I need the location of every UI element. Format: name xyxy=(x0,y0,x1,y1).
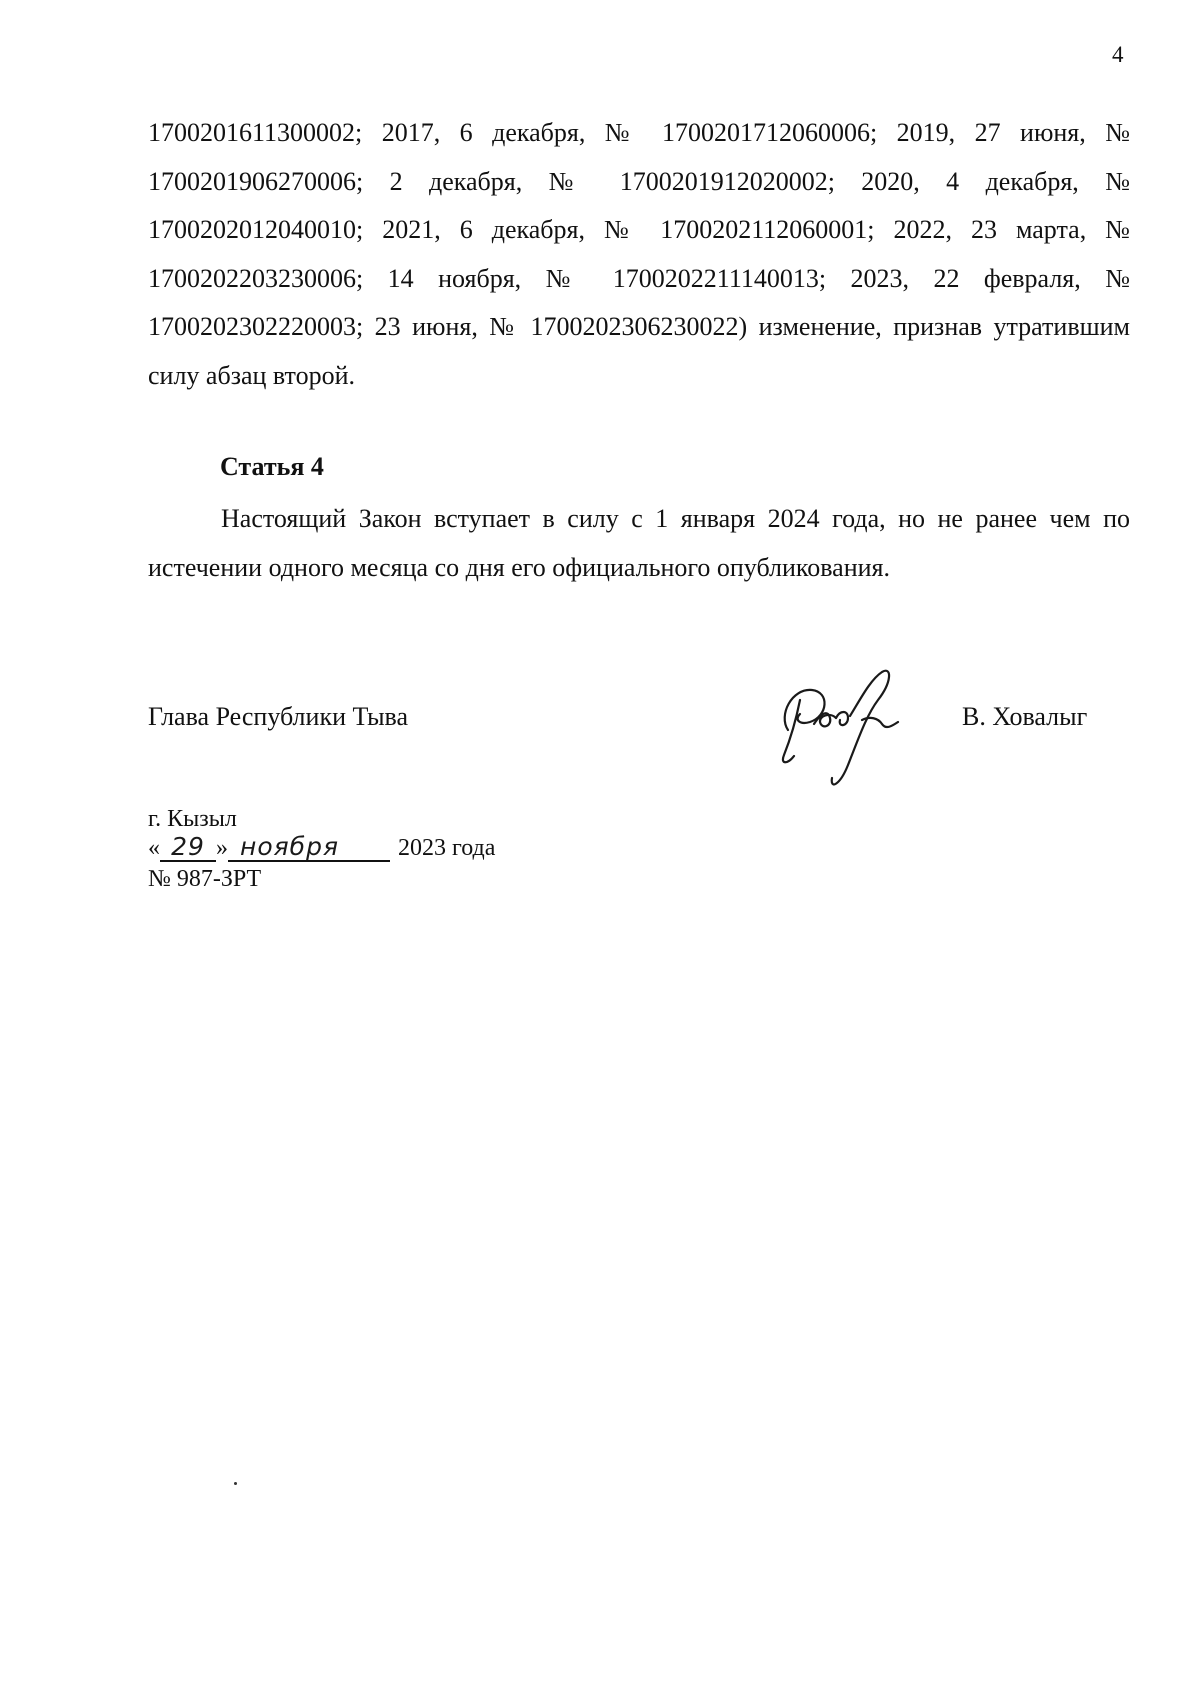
city: г. Кызыл xyxy=(148,806,237,832)
intro-paragraph: 1700201611300002; 2017, 6 декабря, № 1700201712060006; 2019, 27 июня, № 1700201906270006; 2 декабря, № 1700201912020002; 2020, 4 декабря, № 1700202012040010; 2021, 6 декабря, № 1700202112060001; 2022, 23 марта, № 1700202203230006; 14 ноября, № 1700202211140013; 2023, 22 февраля, № 1700202302220003; 23 июня, № 1700202306230022) изменение, признав утратившим силу абзац второй. xyxy=(148,118,1130,390)
scan-speck xyxy=(234,1482,237,1485)
quote-open: « xyxy=(148,835,160,861)
article-title: Статья 4 xyxy=(220,452,324,481)
signing-date xyxy=(148,834,495,862)
law-number: № 987-ЗРТ xyxy=(148,866,262,892)
quote-close: » xyxy=(216,835,228,861)
signatory-name: В. Ховалыг xyxy=(962,702,1088,731)
date-month-handwritten: ноября xyxy=(228,834,390,862)
article-text: Настоящий Закон вступает в силу с 1 января 2024 года, но не ранее чем по истечении одного месяца со дня его официального опубликования. xyxy=(148,504,1130,582)
date-day-handwritten: 29 xyxy=(160,834,216,862)
handwritten-signature xyxy=(770,660,930,800)
signatory-position: Глава Республики Тыва xyxy=(148,702,409,731)
page-number: 4 xyxy=(1112,42,1124,67)
date-year: 2023 года xyxy=(398,835,496,861)
